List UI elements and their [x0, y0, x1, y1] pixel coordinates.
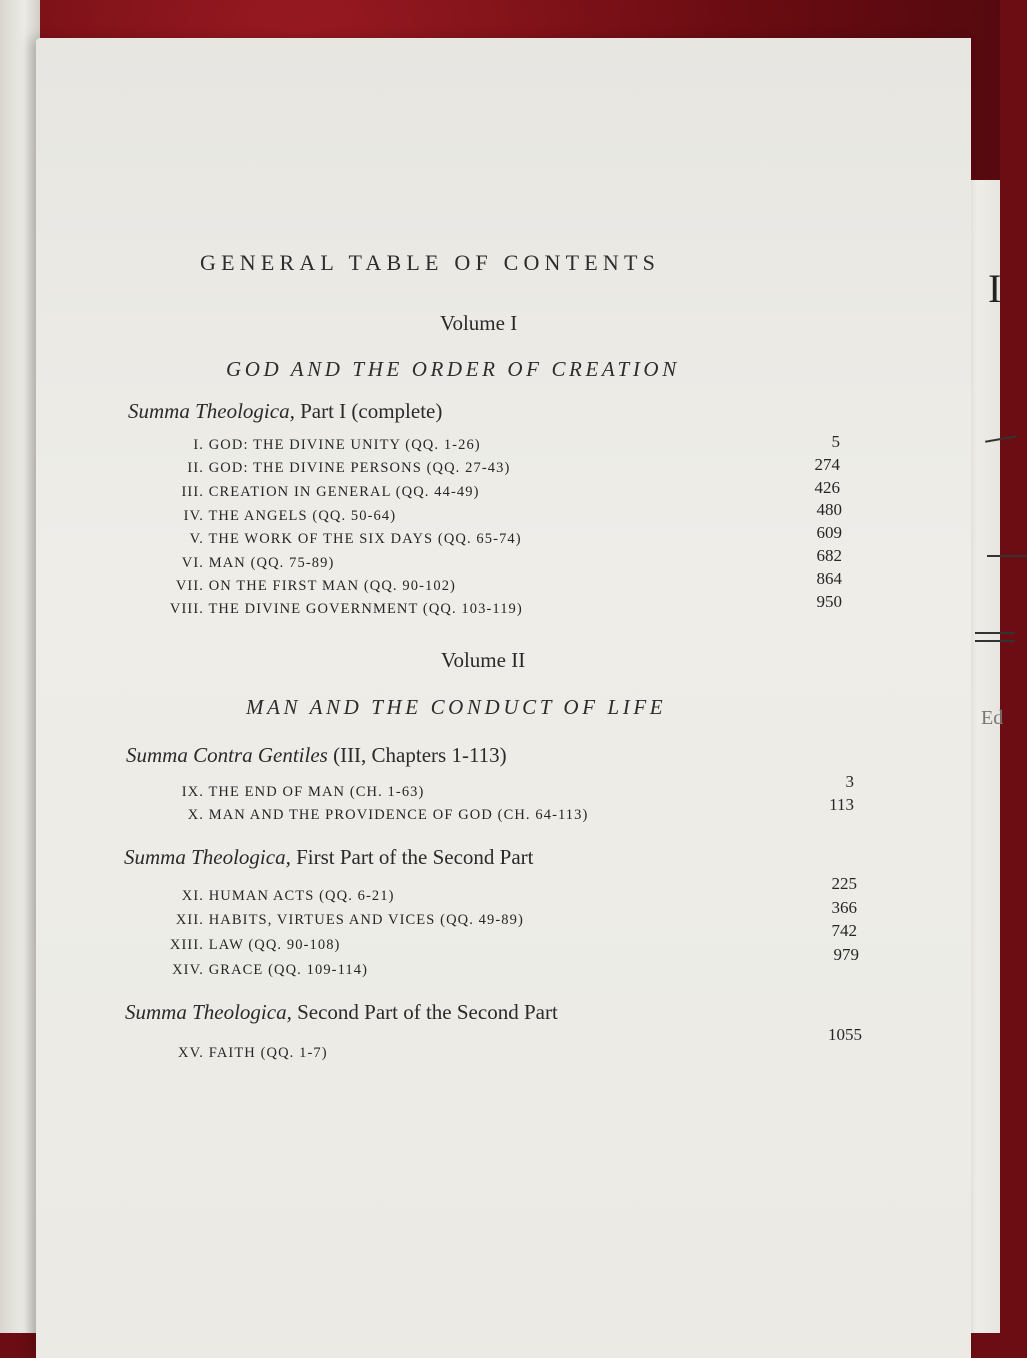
entry-text: ON THE FIRST MAN (QQ. 90-102) — [208, 578, 456, 594]
entry-page-number: 979 — [833, 945, 859, 964]
entry-number: IX. — [181, 784, 204, 800]
entry-page-number: 366 — [831, 898, 857, 917]
toc-entry-1 — [140, 437, 481, 454]
right-page-rule — [987, 555, 1027, 557]
entry-number: XII. — [175, 912, 204, 928]
toc-entry-2 — [140, 460, 510, 477]
entry-text: THE ANGELS (QQ. 50-64) — [208, 508, 397, 524]
right-page-fragment: Ed — [981, 707, 1004, 729]
entry-text: THE WORK OF THE SIX DAYS (QQ. 65-74) — [208, 531, 522, 547]
entry-page-number: 682 — [816, 546, 842, 565]
volume-2-label: Volume II — [441, 648, 526, 672]
entry-text: MAN AND THE PROVIDENCE OF GOD (CH. 64-113) — [208, 807, 589, 823]
entry-page-number: 1055 — [828, 1025, 862, 1044]
entry-text: GOD: THE DIVINE UNITY (QQ. 1-26) — [208, 437, 481, 453]
entry-number: VII. — [175, 578, 204, 594]
part-heading-italic: Summa Theologica, — [124, 845, 291, 869]
volume-2-title: MAN AND THE CONDUCT OF LIFE — [246, 695, 667, 719]
entry-number: IV. — [183, 508, 204, 524]
entry-page-number: 950 — [816, 592, 842, 611]
toc-entry-6 — [140, 555, 334, 572]
part-heading-italic: Summa Theologica, — [125, 1000, 292, 1024]
entry-page-number: 5 — [831, 432, 840, 451]
toc-entry-15 — [140, 1045, 328, 1062]
entry-number: XV. — [178, 1045, 204, 1061]
entry-page-number: 113 — [829, 795, 854, 814]
entry-number: V. — [189, 531, 204, 547]
entry-text: CREATION IN GENERAL (QQ. 44-49) — [208, 484, 480, 500]
toc-entry-7 — [140, 578, 456, 595]
entry-number: I. — [193, 437, 204, 453]
toc-entry-3 — [140, 484, 480, 501]
entry-text: GOD: THE DIVINE PERSONS (QQ. 27-43) — [208, 460, 511, 476]
entry-text: THE DIVINE GOVERNMENT (QQ. 103-119) — [208, 601, 523, 617]
entry-text: FAITH (QQ. 1-7) — [208, 1045, 328, 1061]
volume-2-part-b-heading — [124, 845, 533, 870]
right-page-glyph: I — [988, 266, 1002, 311]
entry-text: MAN (QQ. 75-89) — [208, 555, 335, 571]
toc-entry-11 — [140, 888, 395, 905]
part-heading-rest: First Part of the Second Part — [296, 845, 534, 869]
toc-entry-10 — [140, 807, 588, 824]
entry-page-number: 225 — [831, 874, 857, 893]
entry-text: HUMAN ACTS (QQ. 6-21) — [208, 888, 395, 904]
entry-number: X. — [187, 807, 204, 823]
right-page-rule — [975, 640, 1015, 642]
entry-text: GRACE (QQ. 109-114) — [208, 962, 369, 978]
entry-page-number: 864 — [816, 569, 842, 588]
toc-entry-14 — [140, 962, 368, 979]
volume-1-part-heading — [128, 399, 442, 424]
entry-number: II. — [187, 460, 204, 476]
entry-text: LAW (QQ. 90-108) — [208, 937, 341, 953]
part-heading-italic: Summa Contra Gentiles — [126, 743, 328, 767]
entry-number: XI. — [181, 888, 204, 904]
entry-text: THE END OF MAN (CH. 1-63) — [208, 784, 425, 800]
toc-entry-4 — [140, 508, 396, 525]
volume-2-part-a-heading — [126, 743, 507, 768]
right-page-rule — [975, 632, 1015, 634]
entry-number: VI. — [181, 555, 204, 571]
toc-entry-5 — [140, 531, 522, 548]
volume-2-part-c-heading — [125, 1000, 558, 1025]
toc-entry-9 — [140, 784, 424, 801]
toc-entry-12 — [140, 912, 524, 929]
entry-text: HABITS, VIRTUES AND VICES (QQ. 49-89) — [208, 912, 524, 928]
toc-entry-8 — [140, 601, 523, 618]
part-heading-rest: (III, Chapters 1-113) — [333, 743, 507, 767]
volume-1-label: Volume I — [440, 311, 518, 335]
part-heading-rest: Part I (complete) — [300, 399, 443, 423]
entry-number: XIII. — [169, 937, 204, 953]
entry-page-number: 3 — [845, 772, 854, 791]
entry-page-number: 480 — [816, 500, 842, 519]
entry-page-number: 742 — [831, 921, 857, 940]
left-page-edge — [0, 0, 40, 1333]
part-heading-rest: Second Part of the Second Part — [297, 1000, 558, 1024]
toc-entry-13 — [140, 937, 340, 954]
entry-page-number: 609 — [816, 523, 842, 542]
entry-number: VIII. — [169, 601, 204, 617]
page-title: GENERAL TABLE OF CONTENTS — [200, 250, 661, 275]
volume-1-title: GOD AND THE ORDER OF CREATION — [226, 357, 680, 381]
entry-page-number: 426 — [814, 478, 840, 497]
entry-number: XIV. — [172, 962, 204, 978]
entry-page-number: 274 — [814, 455, 840, 474]
entry-number: III. — [181, 484, 204, 500]
right-page-rule — [985, 435, 1017, 443]
part-heading-italic: Summa Theologica, — [128, 399, 295, 423]
